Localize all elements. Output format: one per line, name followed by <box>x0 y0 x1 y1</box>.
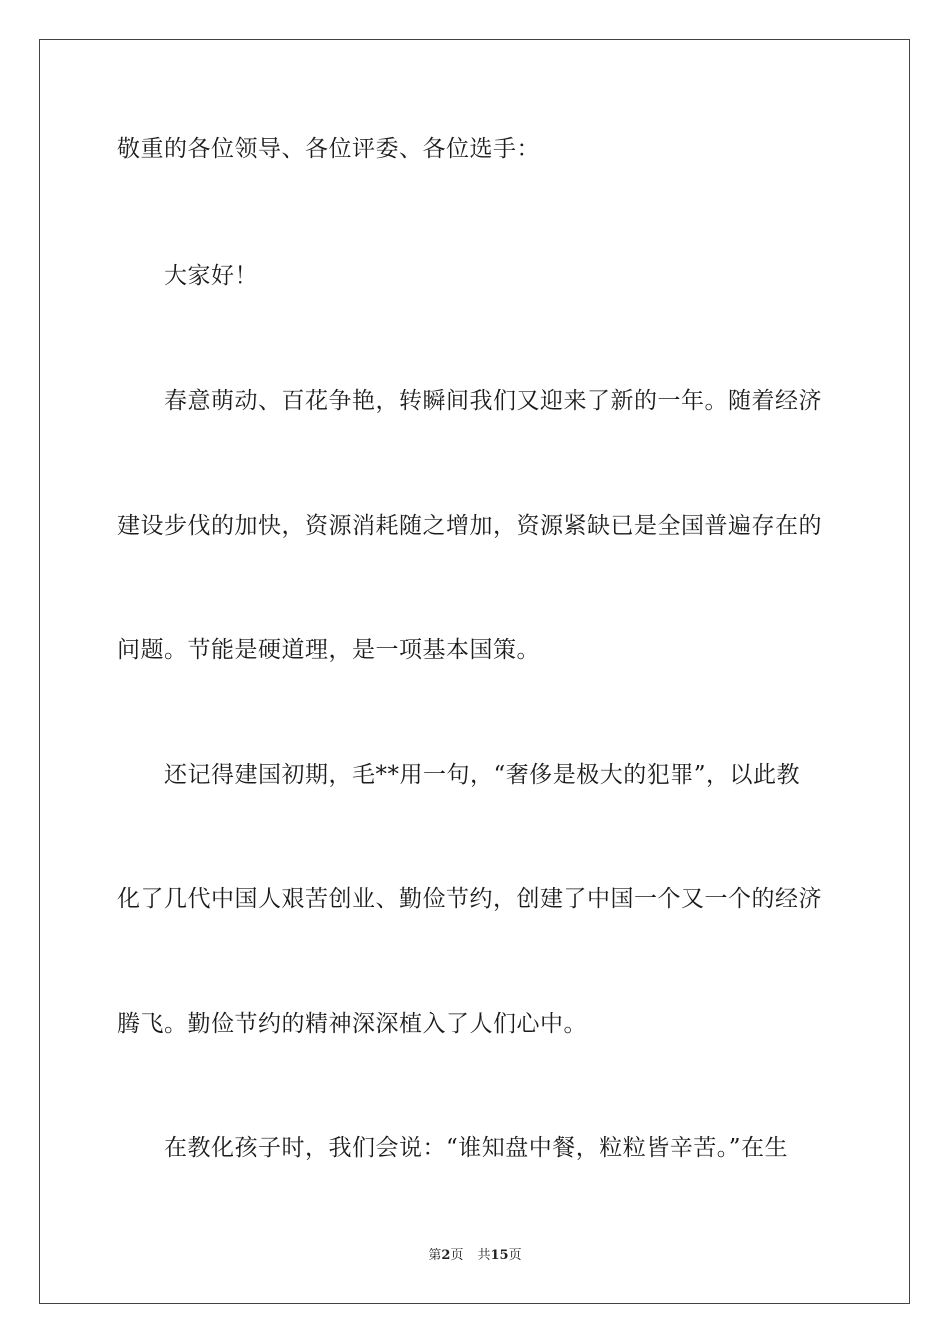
total-prefix: 共 <box>477 1248 491 1263</box>
paragraph-3-line-1: 在教化孩子时，我们会说：“谁知盘中餐，粒粒皆辛苦。”在生 <box>164 1135 789 1161</box>
paragraph-2-line-3: 腾飞。勤俭节约的精神深深植入了人们心中。 <box>117 1011 587 1037</box>
paragraph-1-line-1: 春意萌动、百花争艳，转瞬间我们又迎来了新的一年。随着经济 <box>164 388 822 414</box>
paragraph-2-line-1: 还记得建国初期，毛**用一句，“奢侈是极大的犯罪”，以此教 <box>164 762 801 788</box>
paragraph-1-line-3: 问题。节能是硬道理，是一项基本国策。 <box>117 637 540 663</box>
salutation-line: 敬重的各位领导、各位评委、各位选手： <box>117 136 540 162</box>
total-suffix: 页 <box>508 1248 522 1263</box>
current-page-number: 2 <box>441 1248 451 1263</box>
page-border <box>39 39 910 1304</box>
total-page-number: 15 <box>490 1248 509 1263</box>
paragraph-2-line-2: 化了几代中国人艰苦创业、勤俭节约，创建了中国一个又一个的经济 <box>117 886 822 912</box>
page-suffix: 页 <box>450 1248 464 1263</box>
paragraph-1-line-2: 建设步伐的加快，资源消耗随之增加，资源紧缺已是全国普遍存在的 <box>117 513 822 539</box>
page-prefix: 第 <box>428 1248 442 1263</box>
greeting-line: 大家好！ <box>164 263 258 289</box>
page-footer <box>0 1247 950 1265</box>
